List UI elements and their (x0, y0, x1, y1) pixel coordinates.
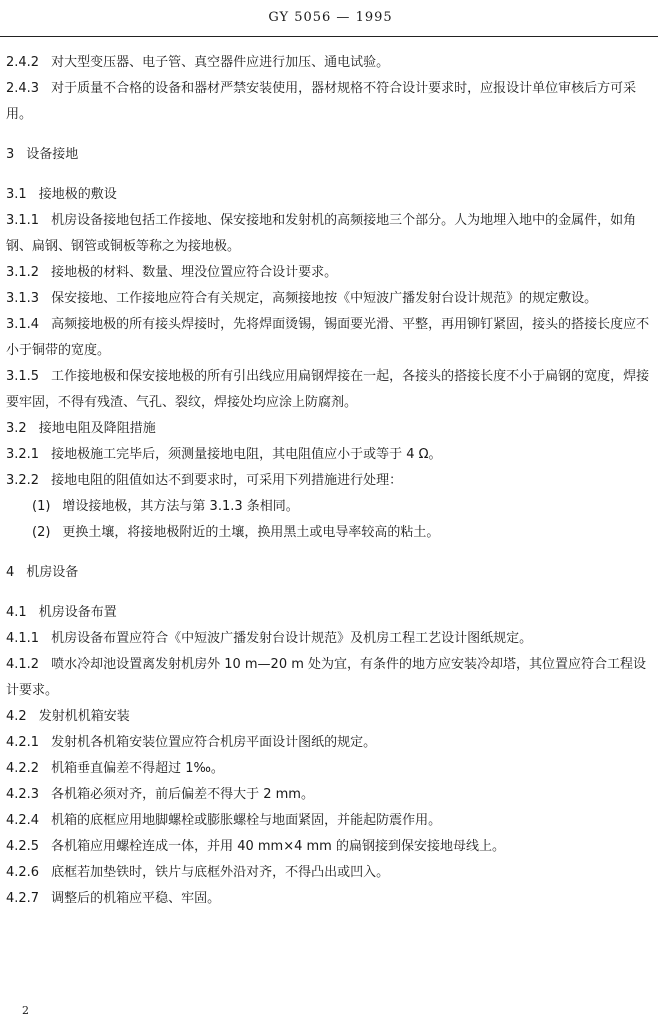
clause-number: 3.2 (6, 421, 27, 436)
clause-text: 保安接地、工作接地应符合有关规定，高频接地按《中短波广播发射台设计规范》的规定敷设。 (51, 291, 598, 306)
list-item-number: (1) (32, 499, 51, 514)
clause-number: 4.2.7 (6, 891, 40, 906)
clause (6, 260, 656, 286)
clause-number: 4.1 (6, 605, 27, 620)
clause-number: 4.2.2 (6, 761, 40, 776)
clause-text: 接地电阻的阻值如达不到要求时，可采用下列措施进行处理： (51, 473, 403, 488)
clause (6, 782, 656, 808)
clause-text: 机房设备布置 (38, 605, 117, 620)
clause (6, 886, 656, 912)
clause-number: 4.2.3 (6, 787, 40, 802)
clause-number: 4.2.4 (6, 813, 40, 828)
clause-text: 接地极的材料、数量、埋没位置应符合设计要求。 (51, 265, 338, 280)
section-heading (6, 560, 656, 586)
clause-text: 工作接地极和保安接地极的所有引出线应用扁钢焊接在一起，各接头的搭接长度不小于扁钢的宽度，焊接要牢固，不得有残渣、气孔、裂纹，焊接处均应涂上防腐剂。 (6, 369, 650, 410)
clause (6, 76, 656, 128)
clause (6, 860, 656, 886)
clause-number: 4.1.2 (6, 657, 40, 672)
subsection-heading (6, 182, 656, 208)
subsection-heading (6, 600, 656, 626)
clause (6, 834, 656, 860)
clause-number: 3.1.1 (6, 213, 40, 228)
subsection-heading (6, 416, 656, 442)
clause (6, 50, 656, 76)
clause-number: 3.1.3 (6, 291, 40, 306)
clause-text: 发射机各机箱安装位置应符合机房平面设计图纸的规定。 (51, 735, 377, 750)
clause-number: 2.4.2 (6, 55, 40, 70)
clause-text: 底框若加垫铁时，铁片与底框外沿对齐，不得凸出或凹入。 (51, 865, 390, 880)
clause-number: 3.1 (6, 187, 27, 202)
clause-number: 4.1.1 (6, 631, 40, 646)
document-code-header: GY 5056 — 1995 (268, 10, 393, 25)
list-item-text: 更换土壤，将接地极附近的土壤，换用黑土或电导率较高的粘土。 (62, 525, 440, 540)
section-number: 3 (6, 147, 15, 162)
clause-text: 对于质量不合格的设备和器材严禁安装使用，器材规格不符合设计要求时，应报设计单位审核后方可采用。 (6, 81, 637, 122)
clause (6, 626, 656, 652)
list-item (6, 494, 656, 520)
clause-text: 机房设备接地包括工作接地、保安接地和发射机的高频接地三个部分。人为地埋入地中的金属件，如角钢、扁钢、钢管或铜板等称之为接地极。 (6, 213, 637, 254)
clause (6, 286, 656, 312)
clause (6, 312, 656, 364)
clause-number: 3.1.4 (6, 317, 40, 332)
clause (6, 468, 656, 494)
clause (6, 652, 656, 704)
clause (6, 808, 656, 834)
document-body (6, 50, 656, 912)
section-title: 机房设备 (26, 565, 79, 580)
clause-number: 4.2.6 (6, 865, 40, 880)
clause-text: 接地电阻及降阻措施 (38, 421, 156, 436)
clause-text: 对大型变压器、电子管、真空器件应进行加压、通电试验。 (51, 55, 390, 70)
section-title: 设备接地 (26, 147, 79, 162)
clause-text: 各机箱应用螺栓连成一体，并用 40 mm×4 mm 的扁钢接到保安接地母线上。 (51, 839, 505, 854)
clause-number: 2.4.3 (6, 81, 40, 96)
clause-text: 接地极的敷设 (38, 187, 117, 202)
list-item-number: (2) (32, 525, 51, 540)
clause (6, 756, 656, 782)
clause-text: 各机箱必须对齐，前后偏差不得大于 2 mm。 (51, 787, 314, 802)
list-item-text: 增设接地极，其方法与第 3.1.3 条相同。 (62, 499, 299, 514)
clause-number: 3.1.2 (6, 265, 40, 280)
clause-number: 4.2 (6, 709, 27, 724)
clause-text: 喷水冷却池设置离发射机房外 10 m—20 m 处为宜，有条件的地方应安装冷却塔，其位置应符合工程设计要求。 (6, 657, 647, 698)
header-divider (0, 36, 658, 37)
clause-number: 3.2.1 (6, 447, 40, 462)
subsection-heading (6, 704, 656, 730)
clause-text: 调整后的机箱应平稳、牢固。 (51, 891, 221, 906)
clause-text: 发射机机箱安装 (38, 709, 130, 724)
clause-number: 4.2.1 (6, 735, 40, 750)
clause-number: 3.2.2 (6, 473, 40, 488)
clause-text: 机房设备布置应符合《中短波广播发射台设计规范》及机房工程工艺设计图纸规定。 (51, 631, 533, 646)
section-heading (6, 142, 656, 168)
clause (6, 208, 656, 260)
clause-text: 机箱的底框应用地脚螺栓或膨胀螺栓与地面紧固，并能起防震作用。 (51, 813, 442, 828)
clause-text: 高频接地极的所有接头焊接时，先将焊面烫锡，锡面要光滑、平整，再用铆钉紧固，接头的搭接长度应不小于铜带的宽度。 (6, 317, 650, 358)
clause-text: 机箱垂直偏差不得超过 1‰。 (51, 761, 224, 776)
clause-text: 接地极施工完毕后，须测量接地电阻，其电阻值应小于或等于 4 Ω。 (51, 447, 442, 462)
list-item (6, 520, 656, 546)
clause-number: 4.2.5 (6, 839, 40, 854)
section-number: 4 (6, 565, 15, 580)
clause (6, 442, 656, 468)
clause (6, 730, 656, 756)
page-number: 2 (22, 1004, 29, 1017)
clause-number: 3.1.5 (6, 369, 40, 384)
clause (6, 364, 656, 416)
